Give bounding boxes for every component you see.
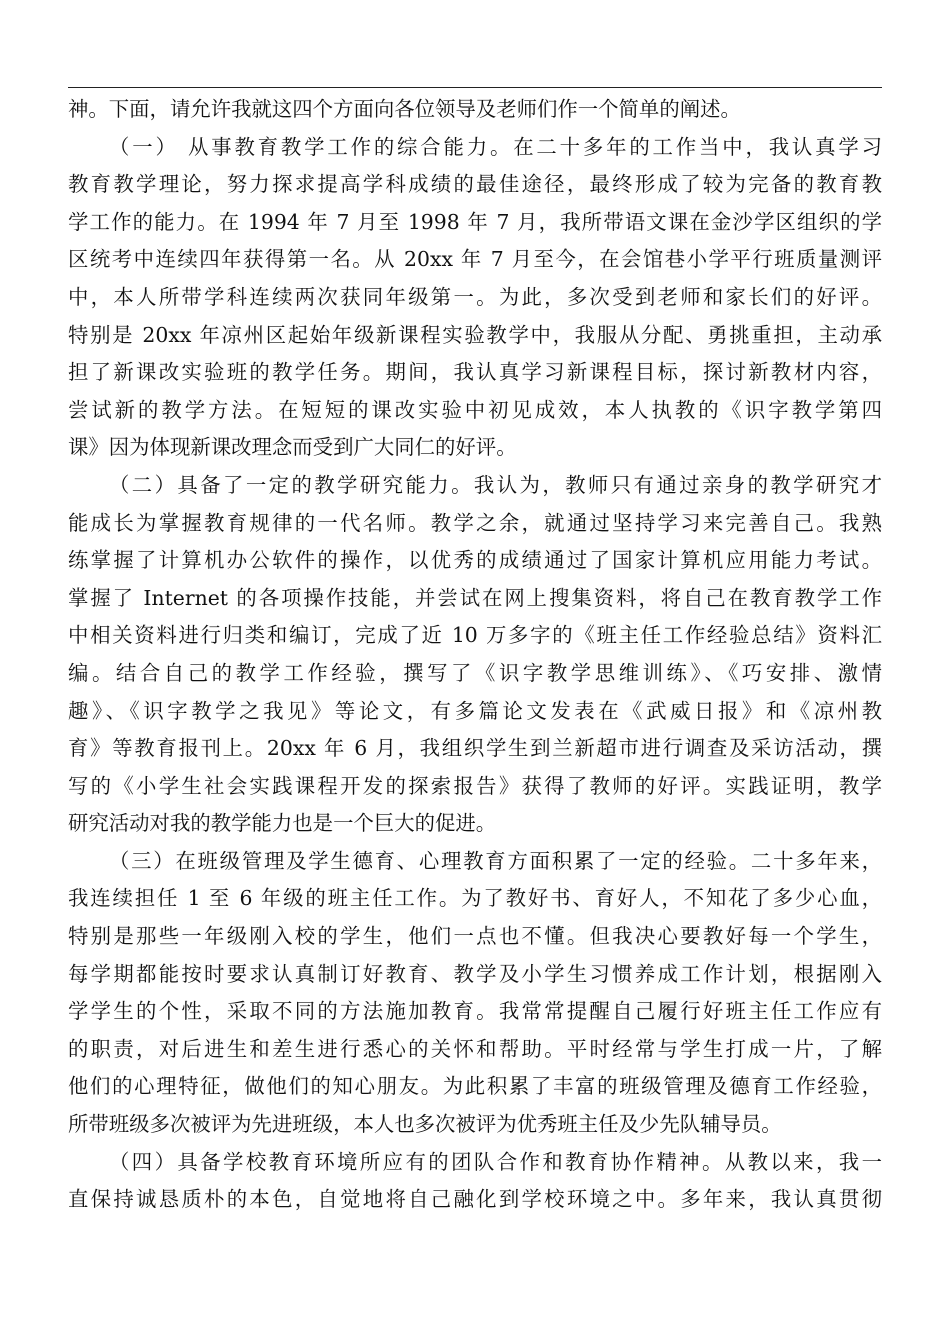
text-line: 尝试新的教学方法。在短短的课改实验中初见成效，本人执教的《识字教学第四 — [68, 397, 882, 422]
text-line: 育》等教育报刊上。20xx 年 6 月，我组织学生到兰新超市进行调查及采访活动，撰 — [68, 736, 882, 761]
text-line: 我连续担任 1 至 6 年级的班主任工作。为了教好书、育好人，不知花了多少心血， — [68, 886, 882, 911]
text-line: 中，本人所带学科连续两次获同年级第一。为此，多次受到老师和家长们的好评。 — [68, 284, 882, 309]
text-line: 学学生的个性，采取不同的方法施加教育。我常常提醒自己履行好班主任工作应有 — [68, 999, 882, 1024]
header-rule — [68, 87, 882, 88]
text-line: 担了新课改实验班的教学任务。期间，我认真学习新课程目标，探讨新教材内容， — [68, 360, 882, 385]
text-line: 编。结合自己的教学工作经验，撰写了《识字教学思维训练》、《巧安排、激情 — [68, 660, 882, 685]
text-line: 区统考中连续四年获得第一名。从 20xx 年 7 月至今，在会馆巷小学平行班质量测评 — [68, 247, 882, 272]
text-line: 课》因为体现新课改理念而受到广大同仁的好评。 — [68, 435, 517, 460]
text-line: 教育教学理论，努力探求提高学科成绩的最佳途径，最终形成了较为完备的教育教 — [68, 172, 882, 197]
text-line: 研究活动对我的教学能力也是一个巨大的促进。 — [68, 811, 497, 836]
text-line: 他们的心理特征，做他们的知心朋友。为此积累了丰富的班级管理及德育工作经验， — [68, 1074, 882, 1099]
text-line: 写的《小学生社会实践课程开发的探索报告》获得了教师的好评。实践证明，教学 — [68, 773, 882, 798]
text-line: 特别是那些一年级刚入校的学生，他们一点也不懂。但我决心要教好每一个学生， — [68, 924, 882, 949]
text-line: 所带班级多次被评为先进班级，本人也多次被评为优秀班主任及少先队辅导员。 — [68, 1112, 782, 1137]
text-line: 直保持诚恳质朴的本色，自觉地将自己融化到学校环境之中。多年来，我认真贯彻 — [68, 1187, 882, 1212]
text-line: 神。下面，请允许我就这四个方面向各位领导及老师们作一个简单的阐述。 — [68, 97, 741, 121]
text-line: 每学期都能按时要求认真制订好教育、教学及小学生习惯养成工作计划，根据刚入 — [68, 961, 882, 986]
text-line: 学工作的能力。在 1994 年 7 月至 1998 年 7 月，我所带语文课在金沙学区组织的学 — [68, 209, 882, 234]
text-line: 中相关资料进行归类和编订，完成了近 10 万多字的《班主任工作经验总结》资料汇 — [68, 623, 882, 648]
text-line: （四）具备学校教育环境所应有的团队合作和教育协作精神。从教以来，我一 — [109, 1149, 882, 1174]
text-line: 的职责，对后进生和差生进行悉心的关怀和帮助。平时经常与学生打成一片，了解 — [68, 1036, 882, 1061]
text-line: 趣》、《识字教学之我见》等论文，有多篇论文发表在《武威日报》和《凉州教 — [68, 698, 882, 723]
text-line: （一） 从事教育教学工作的综合能力。在二十多年的工作当中，我认真学习 — [109, 134, 882, 159]
text-line: （三）在班级管理及学生德育、心理教育方面积累了一定的经验。二十多年来， — [109, 848, 882, 873]
text-line: （二）具备了一定的教学研究能力。我认为，教师只有通过亲身的教学研究才 — [109, 472, 882, 497]
document-body — [68, 91, 882, 1219]
text-line: 能成长为掌握教育规律的一代名师。教学之余，就通过坚持学习来完善自己。我熟 — [68, 510, 882, 535]
text-line: 特别是 20xx 年凉州区起始年级新课程实验教学中，我服从分配、勇挑重担，主动承 — [68, 322, 882, 347]
text-line: 掌握了 Internet 的各项操作技能，并尝试在网上搜集资料，将自己在教育教学工作 — [68, 585, 882, 610]
text-line: 练掌握了计算机办公软件的操作，以优秀的成绩通过了国家计算机应用能力考试。 — [68, 548, 882, 573]
